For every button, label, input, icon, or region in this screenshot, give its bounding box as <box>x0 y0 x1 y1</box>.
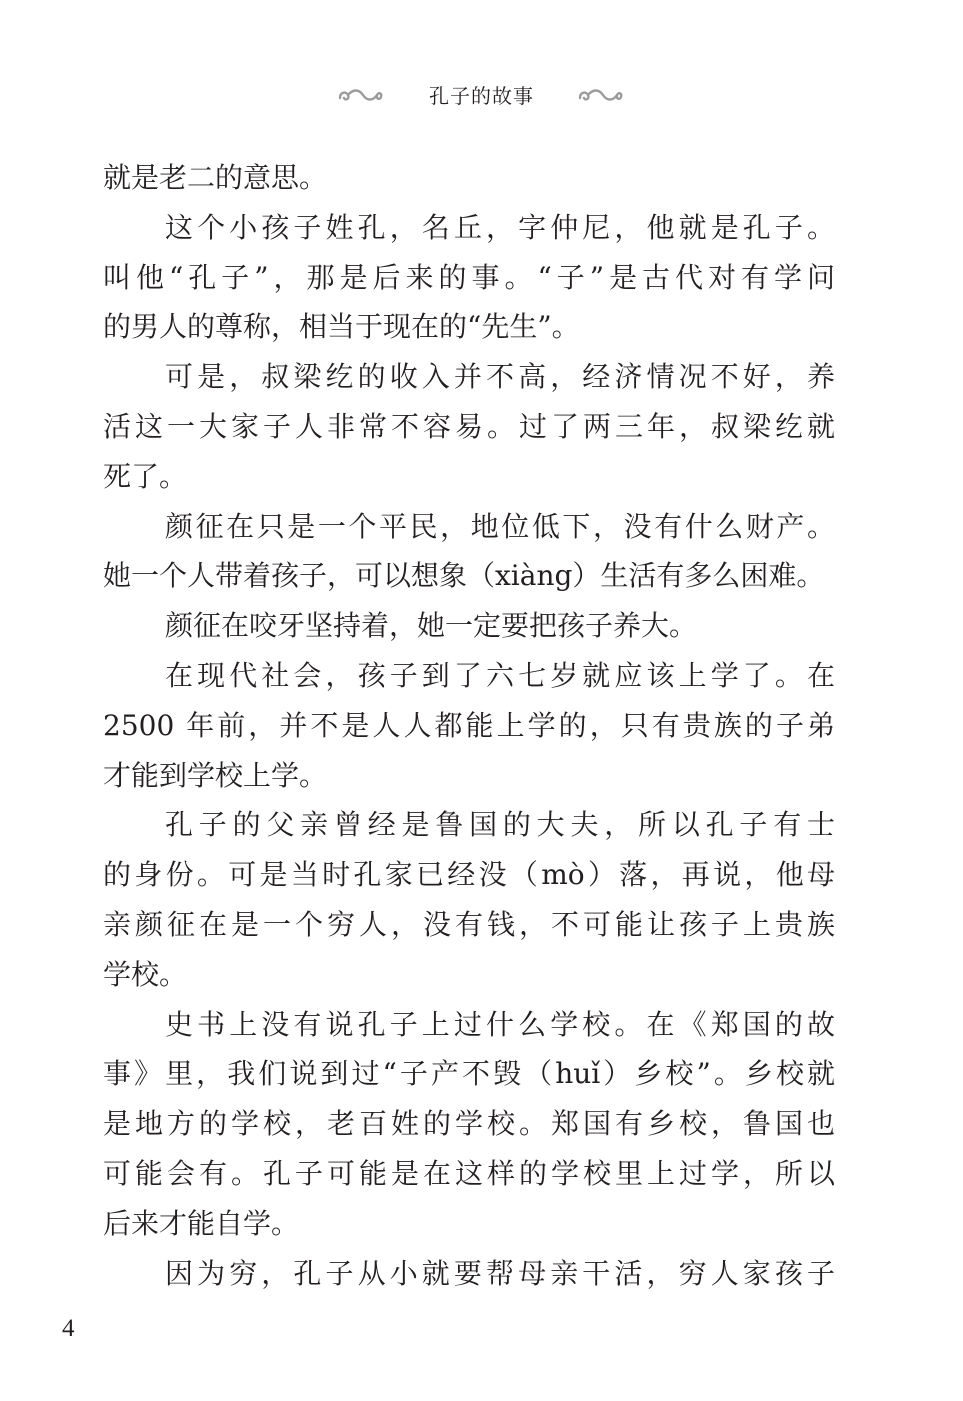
paragraph <box>103 1000 835 1249</box>
paragraph <box>103 651 835 800</box>
text-line: 颜征在咬牙坚持着，她一定要把孩子养大。 <box>165 609 698 643</box>
text-line: 因为穷，孔子从小就要帮母亲干活，穷人家孩子 <box>165 1256 835 1290</box>
text-line: 在现代社会，孩子到了六七岁就应该上学了。在 <box>165 658 835 692</box>
text-line: 孔子的父亲曾经是鲁国的大夫，所以孔子有士 <box>165 808 835 842</box>
text-line: 叫他“孔子”，那是后来的事。“子”是古代对有学问 <box>103 260 835 294</box>
text-line: 她一个人带着孩子，可以想象（xiàng）生活有多么困难。 <box>103 559 825 593</box>
text-line: 颜征在只是一个平民，地位低下，没有什么财产。 <box>165 509 835 543</box>
running-header-title: 孔子的故事 <box>429 84 534 108</box>
text-line: 的男人的尊称，相当于现在的“先生”。 <box>103 310 580 344</box>
text-line: 事》里，我们说到过“子产不毁（huǐ）乡校”。乡校就 <box>103 1057 835 1091</box>
body-text <box>103 153 835 1298</box>
swirl-ornament-stroke <box>580 91 621 100</box>
text-line: 学校。 <box>103 957 188 991</box>
text-line: 活这一大家子人非常不容易。过了两三年，叔梁纥就 <box>103 409 835 443</box>
text-line: 亲颜征在是一个穷人，没有钱，不可能让孩子上贵族 <box>103 907 835 941</box>
paragraph <box>103 352 835 501</box>
text-line: 史书上没有说孔子上过什么学校。在《郑国的故 <box>165 1007 835 1041</box>
text-line: 2500 年前，并不是人人都能上学的，只有贵族的子弟 <box>103 708 835 742</box>
text-line: 可能会有。孔子可能是在这样的学校里上过学，所以 <box>103 1156 835 1190</box>
text-line: 可是，叔梁纥的收入并不高，经济情况不好，养 <box>165 360 835 394</box>
paragraph <box>103 800 835 999</box>
text-line: 就是老二的意思。 <box>103 161 328 194</box>
text-line: 才能到学校上学。 <box>103 758 328 792</box>
page-number: 4 <box>62 1315 75 1342</box>
running-header <box>0 78 963 114</box>
text-line: 的身份。可是当时孔家已经没（mò）落，再说，他母 <box>103 858 835 892</box>
paragraph <box>103 153 835 203</box>
text-line: 后来才能自学。 <box>103 1206 300 1240</box>
paragraph <box>103 1249 835 1299</box>
paragraph <box>103 502 835 602</box>
text-line: 这个小孩子姓孔，名丘，字仲尼，他就是孔子。 <box>165 210 835 244</box>
text-line: 死了。 <box>103 459 188 493</box>
paragraph <box>103 203 835 352</box>
swirl-ornament-icon <box>577 86 623 106</box>
text-line: 是地方的学校，老百姓的学校。郑国有乡校，鲁国也 <box>103 1107 835 1141</box>
paragraph <box>103 601 835 651</box>
